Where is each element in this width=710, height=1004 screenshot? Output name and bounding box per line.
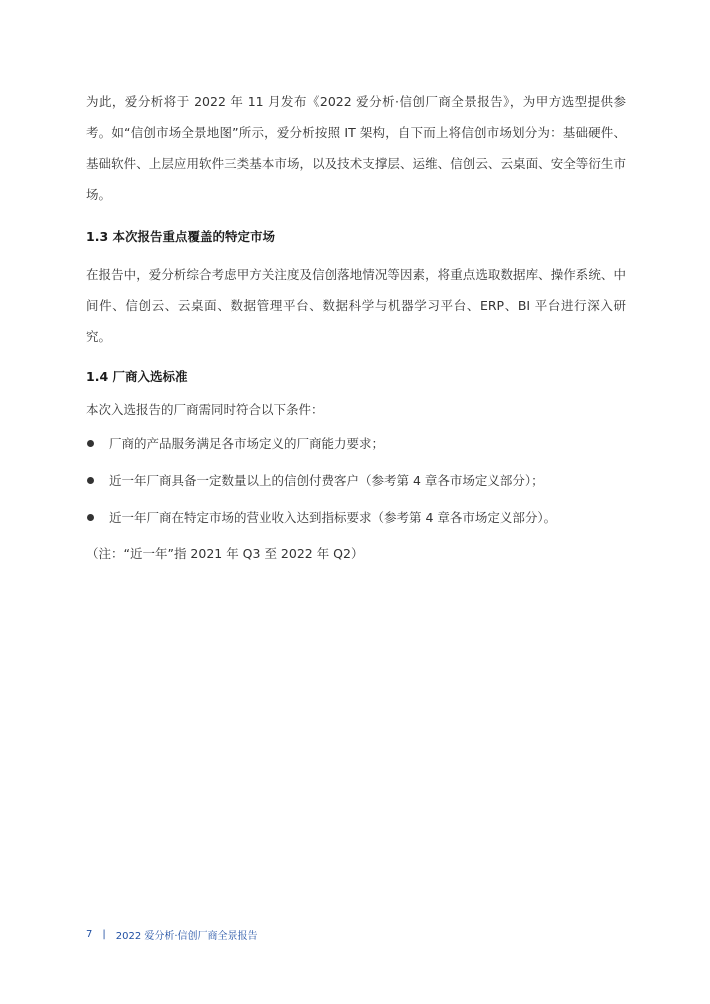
section-1-3-paragraph: 在报告中，爱分析综合考虑甲方关注度及信创落地情况等因素，将重点选取数据库、操作系统、中间件、信创云、云桌面、数据管理平台、数据科学与机器学习平台、ERP、BI 平台进行深入研究。 bbox=[86, 267, 626, 344]
page-footer bbox=[86, 927, 258, 942]
section-heading-1-3: 1.3 本次报告重点覆盖的特定市场 bbox=[86, 229, 275, 244]
document-body bbox=[86, 86, 626, 564]
page-number: 7 bbox=[86, 929, 93, 940]
intro-paragraph: 为此，爱分析将于 2022 年 11 月发布《2022 爱分析·信创厂商全景报告》，为甲方选型提供参考。如“信创市场全景地图”所示，爱分析按照 IT 架构，自下而上将信创市场划分为：基础硬件、基础软件、上层应用软件三类基本市场，以及技术支撑层、运维、信创云、云桌面、安全等衍生市场。 bbox=[86, 94, 626, 202]
list-item bbox=[86, 433, 626, 453]
section-1-4-paragraph: 本次入选报告的厂商需同时符合以下条件： bbox=[86, 402, 324, 417]
bullet-icon bbox=[87, 477, 94, 484]
footer-title: 2022 爱分析·信创厂商全景报告 bbox=[115, 931, 258, 942]
bullet-icon bbox=[87, 440, 94, 447]
footer-separator: | bbox=[102, 929, 106, 940]
criteria-text: 厂商的产品服务满足各市场定义的厂商能力要求； bbox=[109, 436, 385, 451]
note-text: （注：“近一年”指 2021 年 Q3 至 2022 年 Q2） bbox=[86, 546, 364, 561]
criteria-text: 近一年厂商在特定市场的营业收入达到指标要求（参考第 4 章各市场定义部分）。 bbox=[109, 510, 557, 525]
criteria-text: 近一年厂商具备一定数量以上的信创付费客户（参考第 4 章各市场定义部分）； bbox=[109, 473, 544, 488]
section-heading-1-4: 1.4 厂商入选标准 bbox=[86, 369, 188, 384]
list-item bbox=[86, 470, 626, 490]
bullet-icon bbox=[87, 514, 94, 521]
list-item bbox=[86, 507, 626, 527]
criteria-list bbox=[86, 433, 626, 527]
